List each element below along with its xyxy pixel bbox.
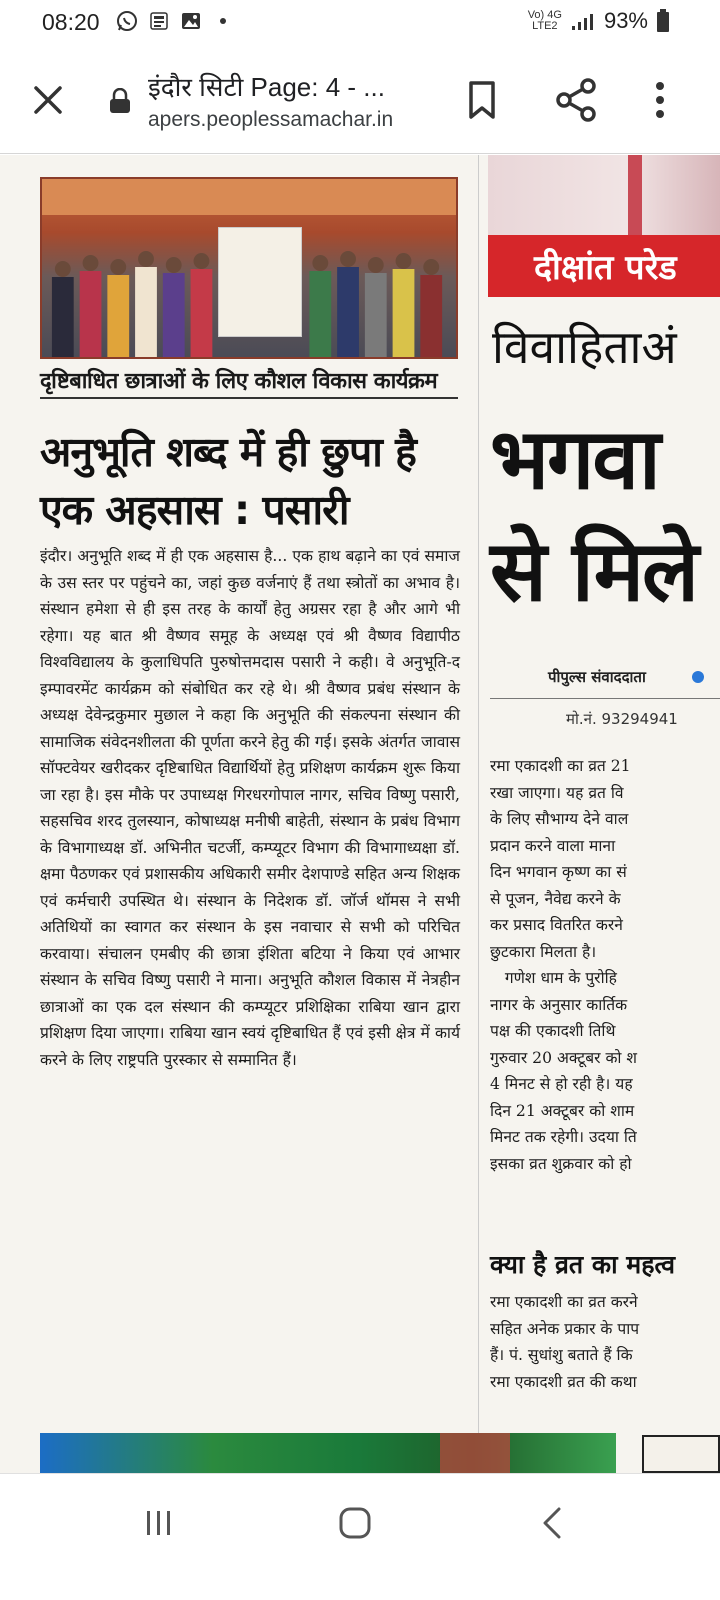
newspaper-page-view[interactable] — [0, 155, 720, 1473]
browser-toolbar — [0, 46, 720, 154]
column-divider — [478, 155, 479, 1473]
signal-icon — [570, 10, 596, 32]
close-icon[interactable] — [28, 80, 68, 120]
photo-people — [42, 237, 456, 357]
status-right — [528, 8, 670, 34]
reporter-mobile: मो.नं. 93294941 — [566, 710, 678, 728]
caption-divider — [40, 397, 458, 399]
byline: पीपुल्स संवाददाता — [548, 668, 646, 686]
battery-percent: 93% — [603, 8, 648, 33]
photo-caption: दृष्टिबाधित छात्राओं के लिए कौशल विकास कार्यक्रम — [40, 369, 438, 394]
article-body: इंदौर। अनुभूति शब्द में ही एक अहसास है... एक हाथ बढ़ाने का एवं समाज के उस स्तर पर पहुंचने का, जहां कुछ वर्जनाएं हैं तथा स्त्रोतों का अभाव है। संस्थान हमेशा से ही इस तरह के कार्यों हेतु अग्रसर रहा है और आगे भी रहेगा। यह बात श्री वैष्णव समूह के अध्यक्ष एवं श्री वैष्णव विद्यापीठ विश्वविद्यालय के कुलाधिपति पुरुषोत्तमदास पसारी ने कही। वे अनुभूति-द इम्पावरमेंट कार्यक्रम को संबोधित कर रहे थे। श्री वैष्णव प्रबंध संस्थान के अध्यक्ष देवेन्द्रकुमार मुछाल ने कहा कि अनुभूति की संकल्पना संस्थान की सामाजिक संवेदनशीलता की पूर्णता करने हेतु की गई। इसके अंतर्गत जावास सॉफ्टवेयर खरीदकर दृष्टिबाधित विद्यार्थियों हेतु प्रशिक्षण कार्यक्रम शुरू किया जा रहा है। इस मौके पर उपाध्यक्ष गिरधरगोपाल नागर, सचिव विष्णु पसारी, सहसचिव शरद तुलस्यान, कोषाध्यक्ष मनीषी बाहेती, संस्थान के प्रबंध विभाग के विभागाध्यक्ष डॉ. अभिनीत चटर्जी, कम्प्यूटर विभाग की विभागाध्यक्षा डॉ. क्षमा पैठणकर एवं प्रशासकीय अधिकारी समीर देशपाण्डे सहित अन्य शिक्षक एवं कर्मचारी उपस्थित थे। संस्थान के निदेशक डॉ. जॉर्ज थॉमस ने सभी अतिथियों का स्वागत कर संस्थान के इस नवाचार से सभी को परिचित करवाया। संचालन एमबीए की छात्रा इंशिता बटिया ने किया एवं आभार संस्थान के सचिव विष्णु पसारी ने माना। अनुभूति कौशल विकास में नेत्रहीन छात्राओं का एक दल संस्थान की कम्प्यूटर प्रशिक्षिका राबिया खान द्वारा प्रशिक्षण दिया जाएगा। राबिया खान स्वयं दृष्टिबाधित हैं एवं इसी क्षेत्र में कार्य करने के लिए राष्ट्रपति पुरस्कार से सम्मानित हैं। — [40, 547, 460, 1069]
status-bar — [0, 0, 720, 46]
byline-dot-icon — [692, 671, 704, 683]
lock-icon[interactable] — [108, 88, 132, 114]
gallery-icon — [180, 10, 202, 32]
system-nav-bar — [0, 1473, 720, 1600]
byline-divider — [490, 698, 720, 699]
advert-decoration — [440, 1433, 510, 1473]
notification-icons — [116, 10, 234, 32]
whatsapp-icon — [116, 10, 138, 32]
bottom-advert-image — [40, 1433, 616, 1473]
recent-apps-icon[interactable] — [144, 1508, 174, 1538]
bookmark-icon[interactable] — [462, 78, 502, 122]
home-icon[interactable] — [338, 1506, 372, 1540]
more-notifications-dot-icon — [212, 10, 234, 32]
battery-icon — [656, 9, 670, 33]
url-text[interactable]: apers.peoplessamachar.in — [148, 108, 394, 131]
newspaper-page — [0, 155, 720, 1473]
event-group-photo — [40, 177, 458, 359]
article-headline: अनुभूति शब्द में ही छुपा है एक अहसास : पसारी — [40, 428, 416, 534]
share-icon[interactable] — [552, 76, 600, 124]
right-article-body: रमा एकादशी का व्रत 21 रखा जाएगा। यह व्रत वि के लिए सौभाग्य देने वाल प्रदान करने वाला माना दिन भगवान कृष्ण का सं से पूजन, नैवेद्य करने के कर प्रसाद वितरित करने छुटकारा मिलता है। गणेश धाम के पुरोहि नागर के अनुसार कार्तिक पक्ष की एकादशी तिथि गुरुवार 20 अक्टूबर को श 4 मिनट से हो रही है। यह दिन 21 अक्टूबर को शाम मिनट तक रहेगी। उदया ति इसका व्रत शुक्रवार को हो — [490, 757, 638, 1173]
bottom-right-box — [642, 1435, 720, 1473]
right-article-body-2: रमा एकादशी का व्रत करने सहित अनेक प्रकार के पाप हैं। पं. सुधांशु बताते हैं कि रमा एकादशी व्रत की कथा — [490, 1293, 640, 1391]
status-time: 08:20 — [42, 9, 100, 35]
network-type: Vo) 4G LTE2 — [527, 9, 562, 32]
news-app-icon — [148, 10, 170, 32]
photo-stripe — [628, 155, 642, 235]
right-top-photo — [488, 155, 720, 235]
more-options-icon[interactable] — [648, 76, 672, 124]
right-kicker: विवाहिताअं — [492, 320, 677, 374]
page-title[interactable]: इंदौर सिटी Page: 4 - ... — [148, 72, 385, 102]
right-subheading: क्या है व्रत का महत्व — [490, 1250, 676, 1279]
back-icon[interactable] — [540, 1506, 564, 1540]
right-headline: भगवा से मिले — [490, 410, 697, 620]
section-banner: दीक्षांत परेड — [488, 235, 720, 297]
photo-stage-backdrop — [42, 179, 456, 215]
